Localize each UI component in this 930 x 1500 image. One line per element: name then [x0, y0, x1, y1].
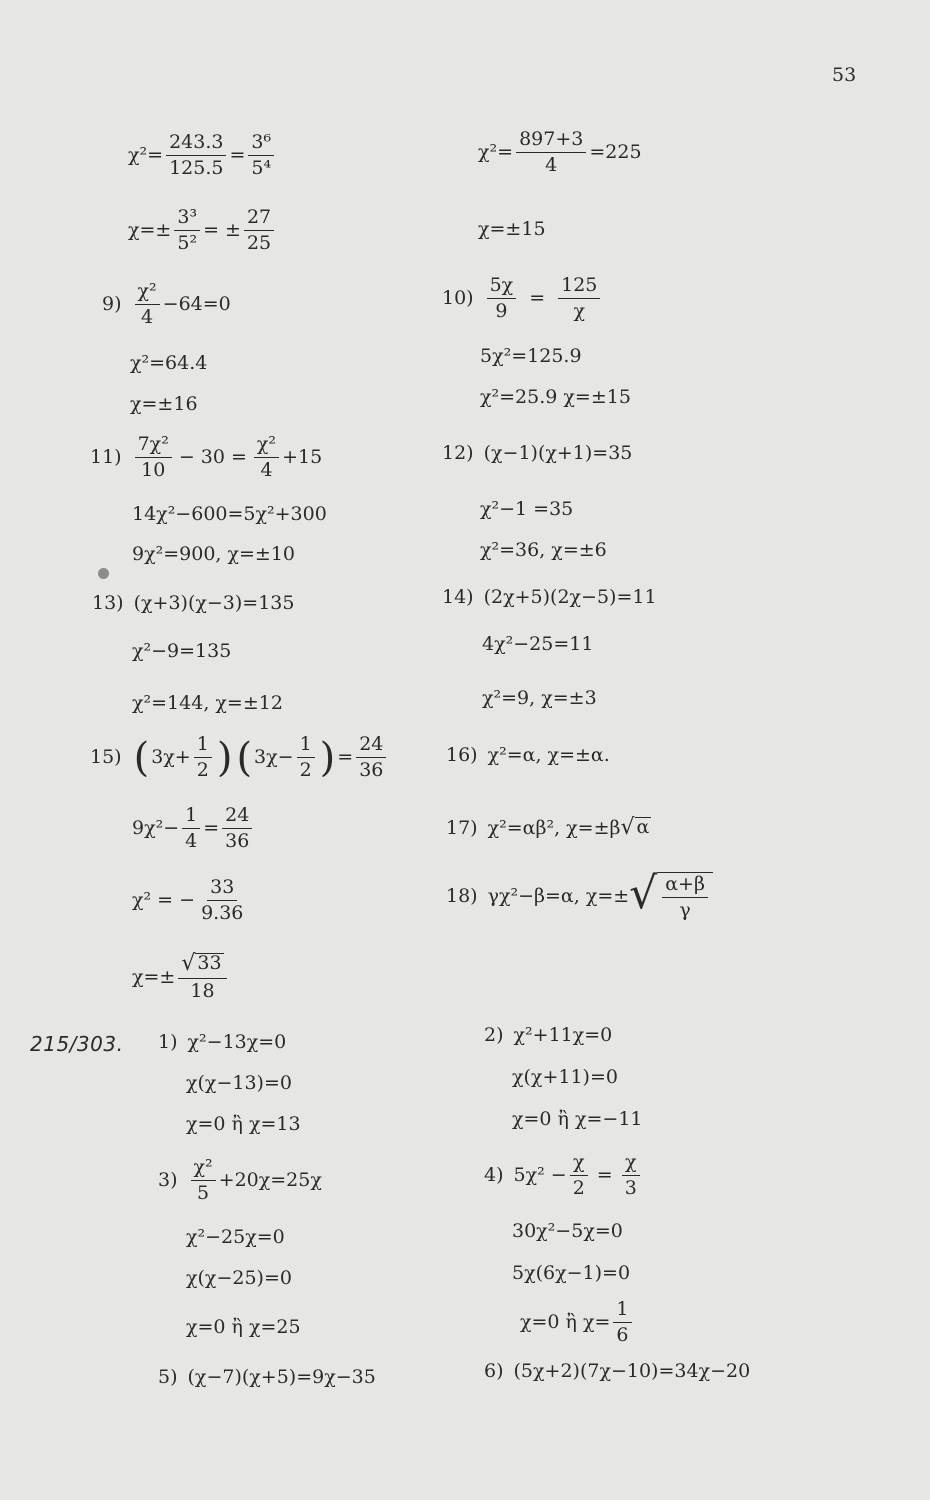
- problem-15-step2: χ² = − $\frac{33}{9.36}$: [132, 878, 249, 923]
- eq-chi2-225: χ²= $\frac{897+3}{4}$ =225: [478, 128, 642, 176]
- fraction: $\frac{897+3}{4}$: [516, 130, 586, 175]
- problem-13-step2: χ²=144, χ=±12: [132, 692, 283, 714]
- problem-15-step1: 9χ²− $\frac{1}{4}$ = $\frac{24}{36}$: [132, 806, 255, 851]
- paren-close: ): [319, 734, 336, 781]
- exercise-6: 6) (5χ+2)(7χ−10)=34χ−20: [484, 1360, 751, 1382]
- problem-12-step1: χ²−1 =35: [480, 498, 574, 520]
- eq-chi-pm: χ=± $\frac{\text{3³}}{\text{5²}}$ = ± $\frac{27}{25}$: [128, 208, 277, 253]
- eq-chi2-ratio: χ²= $\frac{243.3}{125.5}$ = $\frac{\text{3⁶}}{\text{5⁴}}$: [128, 133, 277, 178]
- fraction: $\frac{\text{χ²}}{4}$: [254, 435, 279, 480]
- exercise-4-step2: 5χ(6χ−1)=0: [512, 1262, 631, 1284]
- exercise-4-step3: χ=0 ἢ χ= $\frac{1}{6}$: [520, 1300, 635, 1345]
- fraction: $\frac{\text{3⁶}}{\text{5⁴}}$: [248, 133, 274, 178]
- problem-18: 18) γχ²−β=α, χ=± √ $\frac{\alpha+\beta}{\gamma}$: [446, 872, 713, 920]
- fraction: $\frac{1}{4}$: [182, 806, 200, 851]
- exercise-3: 3) $\frac{\text{χ²}}{5}$ +20χ=25χ: [158, 1156, 322, 1204]
- fraction: $\frac{\text{7χ²}}{10}$: [135, 435, 172, 480]
- problem-11-step2: 9χ²=900, χ=±10: [132, 543, 296, 565]
- fraction: $\frac{125}{\chi}$: [558, 276, 600, 321]
- sqrt-sign: √ $\frac{\alpha+\beta}{\gamma}$: [629, 872, 713, 920]
- exercise-1: 1) χ²−13χ=0: [158, 1031, 287, 1053]
- problem-13-step1: χ²−9=135: [132, 640, 232, 662]
- paren-close: ): [216, 734, 233, 781]
- problem-10: 10) $\frac{5\chi}{9}$ = $\frac{125}{\chi}$: [442, 276, 603, 321]
- fraction: $\frac{1}{2}$: [194, 735, 212, 780]
- exercise-3-step1: χ²−25χ=0: [186, 1226, 285, 1248]
- exercise-1-step2: χ=0 ἢ χ=13: [186, 1113, 301, 1135]
- problem-12-step2: χ²=36, χ=±6: [480, 539, 607, 561]
- fraction: $\frac{\chi}{2}$: [570, 1153, 588, 1198]
- problem-10-step1: 5χ²=125.9: [480, 345, 582, 367]
- problem-9-step2: χ=±16: [130, 393, 198, 415]
- exercise-3-step2: χ(χ−25)=0: [186, 1267, 292, 1289]
- problem-11: 11) $\frac{\text{7χ²}}{10}$ − 30 = $\frac{\text{χ²}}{4}$ +15: [90, 433, 323, 481]
- problem-14-step1: 4χ²−25=11: [482, 633, 594, 655]
- fraction: $\frac{24}{36}$: [222, 806, 252, 851]
- exercise-2: 2) χ²+11χ=0: [484, 1024, 613, 1046]
- paren-open: (: [133, 734, 150, 781]
- fraction: $\frac{24}{36}$: [356, 735, 386, 780]
- problem-14-step2: χ²=9, χ=±3: [482, 687, 597, 709]
- eq-chi-pm15: χ=±15: [478, 218, 546, 240]
- problem-15-step3: χ=± √ 33 18: [132, 953, 230, 1001]
- problem-12: 12) (χ−1)(χ+1)=35: [442, 442, 633, 464]
- fraction: $\frac{\text{χ²}}{4}$: [135, 282, 160, 327]
- sqrt-sign: √ α: [620, 815, 650, 840]
- problem-13: 13) (χ+3)(χ−3)=135: [92, 592, 295, 614]
- fraction: $\frac{27}{25}$: [244, 208, 274, 253]
- exercise-3-step3: χ=0 ἢ χ=25: [186, 1316, 301, 1338]
- exercise-2-step2: χ=0 ἢ χ=−11: [512, 1108, 643, 1130]
- paren-open: (: [236, 734, 253, 781]
- exercise-5: 5) (χ−7)(χ+5)=9χ−35: [158, 1366, 376, 1388]
- problem-15: 15) ( 3χ+ $\frac{1}{2}$ ) ( 3χ− $\frac{1}{2}$ ) = $\frac{24}{36}$: [90, 735, 389, 780]
- exercise-4-step1: 30χ²−5χ=0: [512, 1220, 623, 1242]
- exercise-number: 215/303.: [30, 1032, 124, 1056]
- sqrt-sign: √ 33: [181, 951, 222, 976]
- fraction: $\frac{1}{2}$: [297, 735, 315, 780]
- problem-11-step1: 14χ²−600=5χ²+300: [132, 503, 327, 525]
- fraction: $\frac{5\chi}{9}$: [487, 276, 517, 321]
- problem-16: 16) χ²=α, χ=±α.: [446, 744, 610, 766]
- problem-17: 17) χ²=αβ², χ=±β √ α: [446, 815, 650, 840]
- problem-10-step2: χ²=25.9 χ=±15: [480, 386, 631, 408]
- fraction: $\frac{\text{3³}}{\text{5²}}$: [174, 208, 200, 253]
- page-number: 53: [832, 64, 857, 86]
- fraction: $\frac{\chi}{3}$: [622, 1153, 640, 1198]
- fraction: $\frac{1}{6}$: [613, 1300, 631, 1345]
- problem-9: 9) $\frac{\text{χ²}}{4}$ −64=0: [102, 280, 231, 328]
- fraction: $\frac{243.3}{125.5}$: [166, 133, 226, 178]
- problem-14: 14) (2χ+5)(2χ−5)=11: [442, 586, 657, 608]
- ink-spot: [98, 568, 109, 579]
- exercise-1-step1: χ(χ−13)=0: [186, 1072, 292, 1094]
- fraction: √ 33 18: [178, 953, 226, 1001]
- fraction: $\frac{\alpha+\beta}{\gamma}$: [662, 875, 708, 920]
- exercise-2-step1: χ(χ+11)=0: [512, 1066, 618, 1088]
- exercise-4: 4) 5χ² − $\frac{\chi}{2}$ = $\frac{\chi}{3}$: [484, 1153, 643, 1198]
- problem-9-step1: χ²=64.4: [130, 352, 208, 374]
- fraction: $\frac{33}{9.36}$: [201, 876, 244, 924]
- fraction: $\frac{\text{χ²}}{5}$: [191, 1158, 216, 1203]
